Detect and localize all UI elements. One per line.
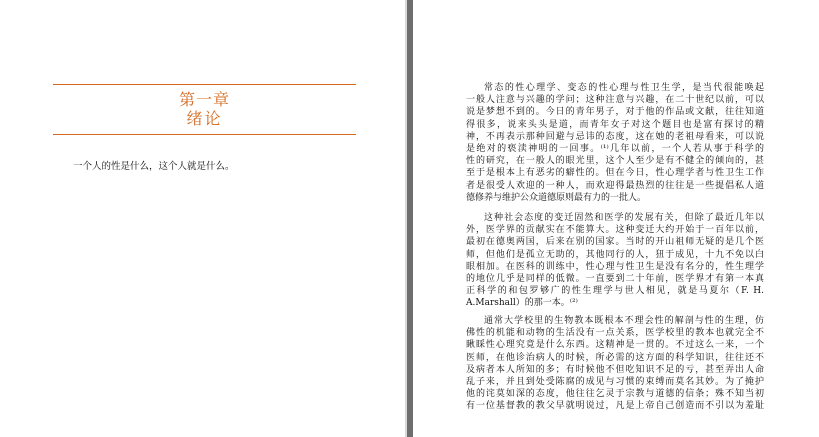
text-line: 至于是根本上有恶劣的癖性的。但在今日，性心理学者与性卫生工作 (466, 168, 764, 179)
text-line: 有一位基督教的教父早就明说过，凡是上帝自己创造而不引以为羞耻 (466, 401, 764, 412)
text-line: 神，不再表示那种回避与忌讳的态度，这在她的老祖母看来，可以说 (466, 131, 764, 142)
text-line: 一般人注意与兴趣的学问；这种注意与兴趣，在二十世纪以前，可以 (466, 95, 764, 106)
chapter-number: 第一章 (178, 90, 230, 109)
text-line: 常态的性心理学、变态的性心理与性卫生学，是当代很能唤起 (484, 83, 764, 93)
text-line: 乱子来，并且到处受陈腐的成见与习惯的束缚而莫名其妙。为了掩护 (466, 377, 764, 388)
text-line: 的地位几乎是同样的低微。一直要到二十年前，医学界才有第一本真 (466, 274, 764, 285)
text-line: 最初在德奥两国，后来在别的国家。当时的开山祖师无疑的是几个医 (466, 237, 764, 248)
text-line: 是绝对的亵渎神明的一回事。⁽¹⁾几年以前，一个人若从事于科学的 (466, 144, 764, 155)
text-line: 外，医学界的贡献实在不能算大。这种变迁大约开始于一百年以前， (466, 225, 764, 236)
paragraph-3 (466, 315, 764, 413)
text-line: 得很多，说来头头是道，而青年女子对这个题目也是富有探讨的精 (466, 119, 764, 130)
text-line: 正科学的和包罗够广的性生理学与世人相见，就是马夏尔（F. H. (466, 286, 764, 297)
text-line: 这种社会态度的变迁固然和医学的发展有关，但除了最近几年以 (484, 213, 764, 223)
chapter-top-rule (53, 84, 356, 85)
text-line: 及病者本人所知的多；有时候他不但吃知识不足的亏，甚至弄出人命 (466, 364, 764, 375)
text-line: 通常大学校里的生物教本既根本不理会性的解剖与性的生理，仿 (484, 316, 764, 326)
text-line: 医师，在他诊治病人的时候，所必需的这方面的科学知识，往往还不 (466, 352, 764, 363)
left-page (0, 0, 407, 437)
chapter-bottom-rule (53, 134, 356, 135)
paragraph-2 (466, 212, 764, 310)
text-line: 者是很受人欢迎的一种人，而欢迎得最热烈的往往是一些提倡私人道 (466, 180, 764, 191)
text-line: 他的诧莫如深的态度，他往往乞灵于宗教与道德的信条；殊不知当初 (466, 389, 764, 400)
paragraph-1 (466, 82, 764, 204)
text-line: A.Marshall）的那一本。⁽²⁾ (466, 298, 578, 309)
chapter-title: 绪论 (186, 109, 223, 128)
text-line: 德修养与维护公众道德原则最有力的一批人。 (466, 192, 647, 203)
epigraph: 一个人的性是什么，这个人就是什么。 (73, 161, 235, 172)
text-line: 眼相加。在医科的训练中，性心理与性卫生是没有名分的，性生理学 (466, 261, 764, 272)
text-line: 说是梦想不到的。今日的青年男子，对于他的作品或文献，往往知道 (466, 107, 764, 118)
text-line: 瞅睬性心理究竟是什么东西。这精神是一贯的。不过这么一来，一个 (466, 340, 764, 351)
text-line: 性的研究，在一般人的眼光里，这个人至少是有不健全的倾向的，甚 (466, 156, 764, 167)
text-line: 师，但他们是孤立无助的，其他同行的人，狃于成见，十九不免以白 (466, 249, 764, 260)
text-line: 佛性的机能和动物的生活没有一点关系，医学校里的教本也就完全不 (466, 328, 764, 339)
